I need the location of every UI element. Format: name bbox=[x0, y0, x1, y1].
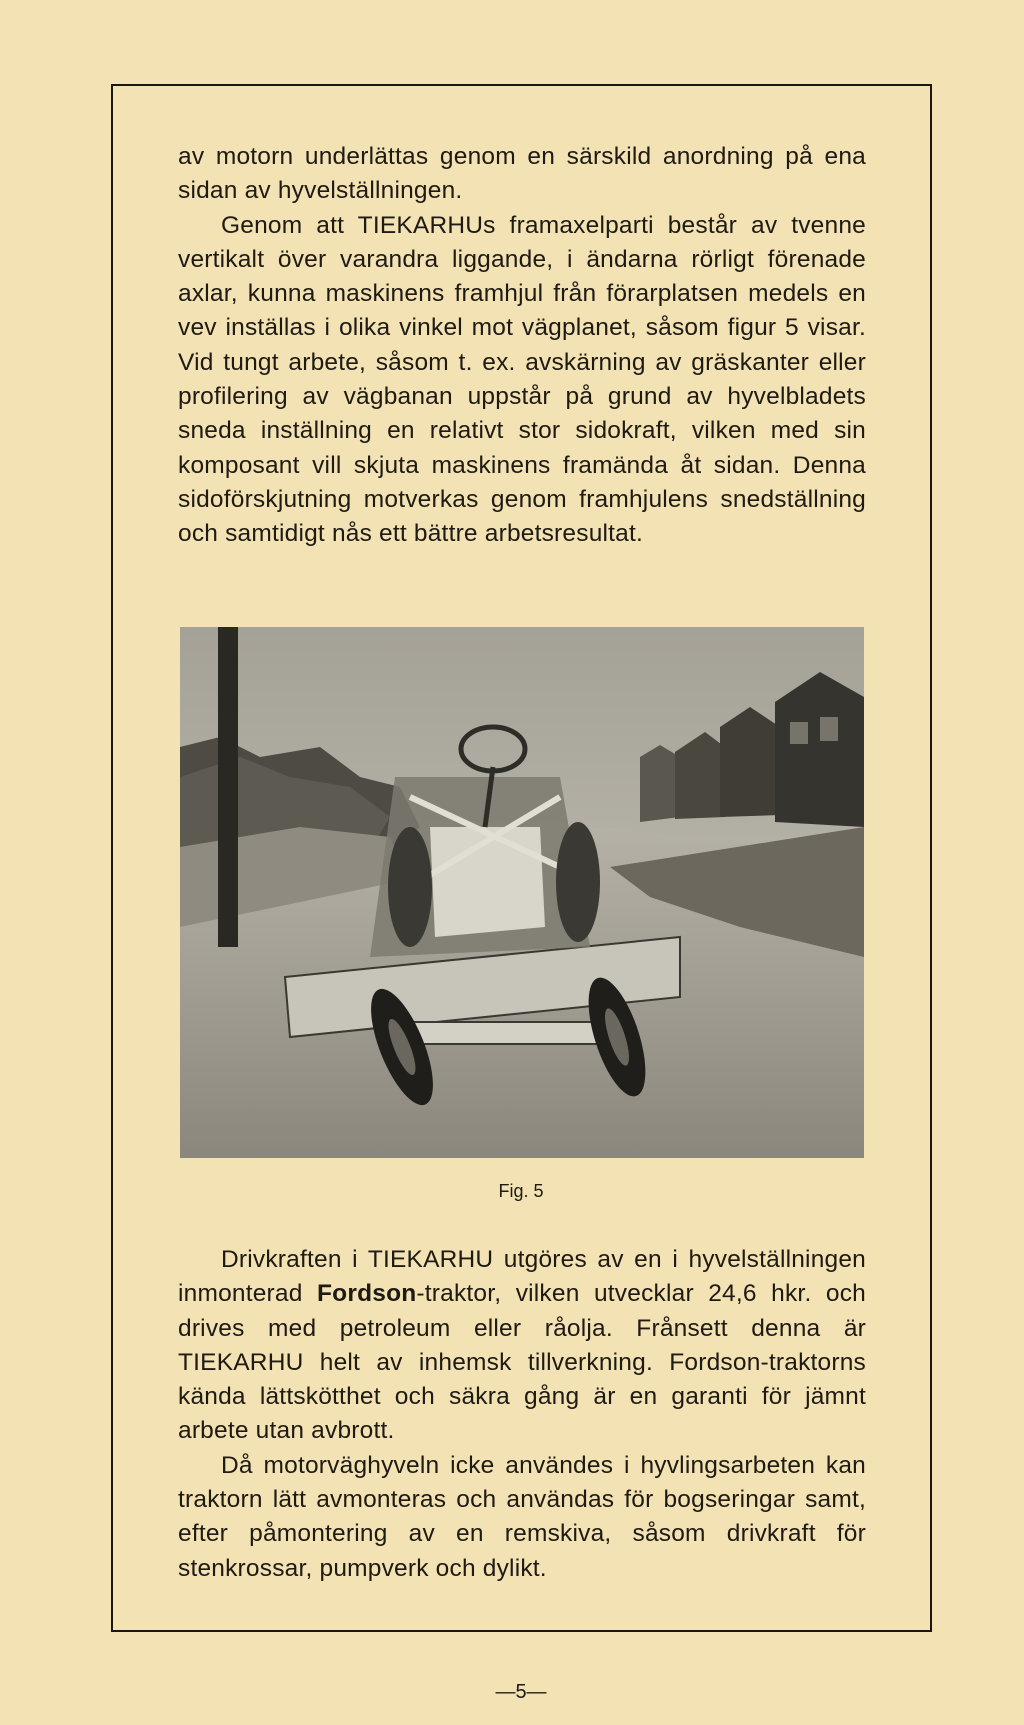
paragraph-3-start: Drivkraften i TIEKARHU utgöres av en i hyvelställningen inmonterad bbox=[178, 1246, 866, 1308]
paragraph-3 bbox=[178, 1243, 866, 1449]
page-number: —5— bbox=[495, 1681, 547, 1703]
brand-name: Fordson bbox=[317, 1280, 417, 1308]
road-grader-photo bbox=[180, 627, 864, 1158]
paragraph-3-end: -traktor, vilken utvecklar 24,6 hkr. och drives med petroleum eller råolja. Frånsett denna är TIEKARHU helt av inhemsk tillverkning. Fordson-traktorns kända lättskötthet och säkra gång är en garanti för jämnt arbete utan avbrott. bbox=[178, 1280, 866, 1445]
figure-photo bbox=[180, 627, 864, 1158]
bottom-text-block bbox=[178, 1243, 866, 1586]
paragraph-2: Genom att TIEKARHUs framaxelparti består av tvenne vertikalt över varandra liggande, i ändarna rörligt förenade axlar, kunna maskinens framhjul från förarplatsen medels en vev inställas i olika vinkel mot vägplanet, såsom figur 5 visar. Vid tungt arbete, såsom t. ex. avskärning av gräskanter eller profilering av vägbanan uppstår på grund av hyvelbladets sneda inställning en relativt stor sidokraft, vilken med sin komposant vill skjuta maskinens framända åt sidan. Denna sidoförskjutning motverkas genom framhjulens snedställning och samtidigt nås ett bättre arbetsresultat. bbox=[178, 211, 866, 548]
paragraph-4: Då motorväghyveln icke användes i hyvlingsarbeten kan traktorn lätt avmonteras och användas för bogseringar samt, efter påmontering av en remskiva, såsom drivkraft för stenkrossar, pumpverk och dylikt. bbox=[178, 1451, 866, 1582]
paragraph-1: av motorn underlättas genom en särskild anordning på ena sidan av hyvelställningen. bbox=[178, 143, 866, 205]
top-text-block bbox=[178, 140, 866, 552]
figure-caption: Fig. 5 bbox=[498, 1181, 544, 1201]
